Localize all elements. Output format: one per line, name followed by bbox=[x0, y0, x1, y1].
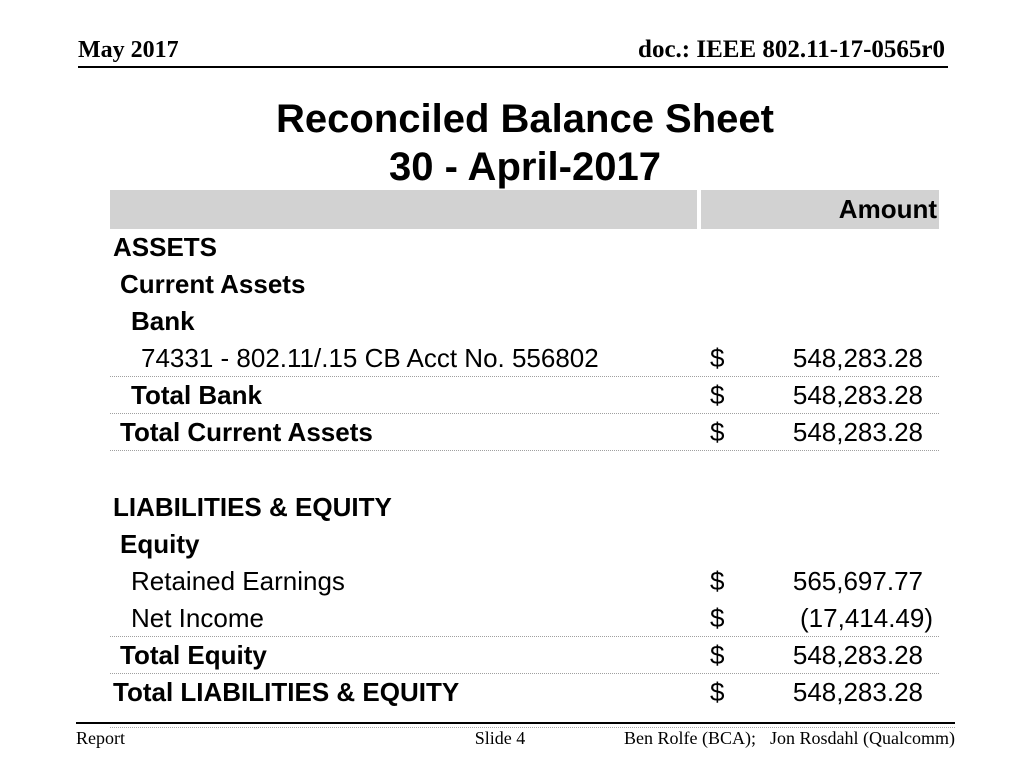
footer-author-2: Jon Rosdahl (Qualcomm) bbox=[770, 728, 955, 748]
row-amount-cell bbox=[701, 563, 939, 600]
currency-symbol: $ bbox=[710, 380, 725, 410]
title-block bbox=[110, 95, 940, 191]
currency-symbol: $ bbox=[710, 417, 725, 447]
amount-value: 548,283.28 bbox=[792, 343, 923, 373]
row-amount-cell bbox=[701, 674, 939, 711]
currency-symbol: $ bbox=[710, 566, 725, 596]
row-label: Total Equity bbox=[120, 640, 267, 670]
table-row bbox=[110, 414, 939, 451]
blank-row bbox=[110, 451, 939, 489]
header-doc-number: doc.: IEEE 802.11-17-0565r0 bbox=[638, 36, 945, 63]
row-amount-cell bbox=[701, 303, 939, 340]
slide-title: Reconciled Balance Sheet bbox=[276, 97, 774, 141]
table-row bbox=[110, 674, 939, 711]
row-label: Equity bbox=[120, 529, 200, 559]
row-amount-cell bbox=[701, 637, 939, 673]
row-label: Total Bank bbox=[131, 380, 262, 410]
row-label: Current Assets bbox=[120, 269, 306, 299]
row-amount-cell bbox=[701, 377, 939, 413]
row-amount-cell bbox=[701, 229, 939, 266]
row-amount-cell bbox=[701, 489, 939, 526]
row-label: Total LIABILITIES & EQUITY bbox=[113, 677, 460, 707]
amount-value: 565,697.77 bbox=[792, 566, 923, 596]
row-label: Retained Earnings bbox=[131, 566, 345, 596]
row-label: ASSETS bbox=[113, 232, 218, 262]
footer-rule bbox=[76, 722, 955, 724]
row-amount-cell bbox=[701, 340, 939, 376]
table-row bbox=[110, 489, 939, 526]
footer-slide-number: Slide 4 bbox=[474, 728, 526, 748]
footer-authors bbox=[624, 727, 955, 749]
table-header-label-cell bbox=[110, 190, 697, 229]
row-label: Total Current Assets bbox=[120, 417, 373, 447]
table-row bbox=[110, 229, 939, 266]
currency-symbol: $ bbox=[710, 677, 725, 707]
row-amount-cell bbox=[701, 266, 939, 303]
amount-value: 548,283.28 bbox=[792, 417, 923, 447]
table-row bbox=[110, 526, 939, 563]
table-row bbox=[110, 266, 939, 303]
table-row bbox=[110, 303, 939, 340]
row-label: LIABILITIES & EQUITY bbox=[113, 492, 392, 522]
row-label: 74331 - 802.11/.15 CB Acct No. 556802 bbox=[141, 343, 599, 373]
currency-symbol: $ bbox=[710, 640, 725, 670]
header-rule bbox=[78, 66, 948, 68]
row-amount-cell bbox=[701, 526, 939, 563]
amount-value: 548,283.28 bbox=[792, 380, 923, 410]
currency-symbol: $ bbox=[710, 343, 725, 373]
amount-column-header: Amount bbox=[701, 190, 939, 229]
table-row bbox=[110, 377, 939, 414]
row-label: Bank bbox=[131, 306, 195, 336]
row-label: Net Income bbox=[131, 603, 264, 633]
footer-author-1: Ben Rolfe (BCA); bbox=[624, 728, 757, 748]
header-date: May 2017 bbox=[78, 37, 179, 63]
table-row bbox=[110, 563, 939, 600]
amount-value: (17,414.49) bbox=[800, 603, 933, 633]
table-row bbox=[110, 340, 939, 377]
row-amount-cell bbox=[701, 600, 939, 636]
footer-report-label: Report bbox=[76, 728, 125, 748]
table-header-row bbox=[110, 190, 939, 229]
balance-sheet-table bbox=[110, 190, 939, 711]
table-row bbox=[110, 600, 939, 637]
currency-symbol: $ bbox=[710, 603, 725, 633]
amount-value: 548,283.28 bbox=[792, 640, 923, 670]
row-amount-cell bbox=[701, 414, 939, 450]
table-row bbox=[110, 637, 939, 674]
slide-subtitle: 30 - April-2017 bbox=[389, 145, 661, 189]
amount-value: 548,283.28 bbox=[792, 677, 923, 707]
